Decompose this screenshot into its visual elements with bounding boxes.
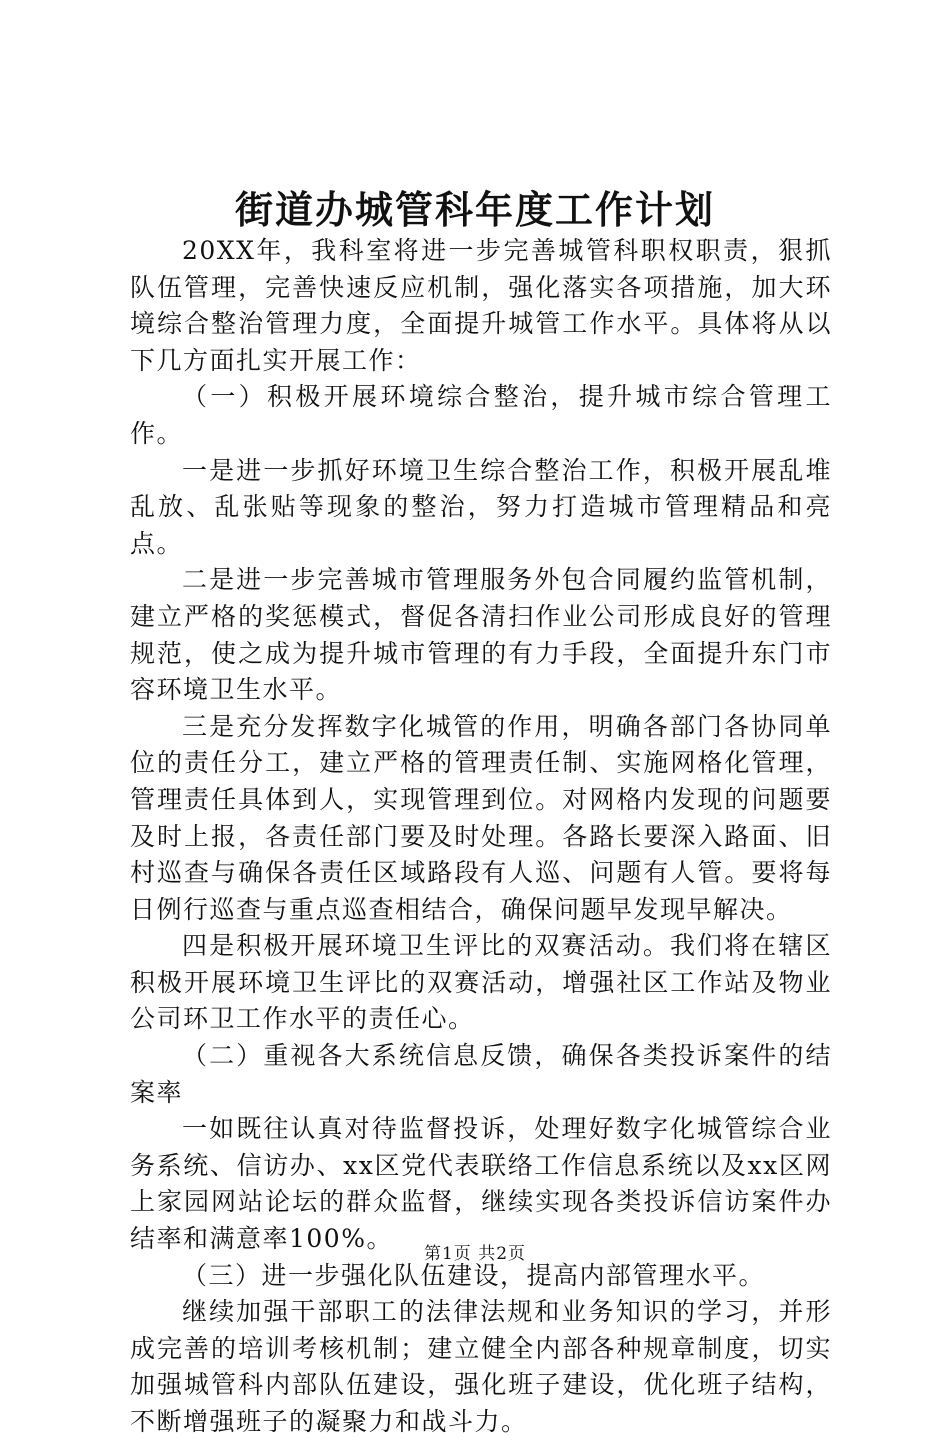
page-number: 第1页 共2页 <box>423 1244 527 1264</box>
paragraph-item-4: 四是积极开展环境卫生评比的双赛活动。我们将在辖区积极开展环境卫生评比的双赛活动，增强社区工作站及物业公司环卫工作水平的责任心。 <box>130 931 832 1034</box>
section-heading-2: （二）重视各大系统信息反馈，确保各类投诉案件的结案率 <box>130 1041 832 1107</box>
paragraph-complaints: 一如既往认真对待监督投诉，处理好数字化城管综合业务系统、信访办、xx区党代表联络工作信息系统以及xx区网上家园网站论坛的群众监督，继续实现各类投诉信访案件办结率和满意率100%。 <box>130 1114 832 1254</box>
document-title: 街道办城管科年度工作计划 <box>234 187 715 232</box>
paragraph-team-building: 继续加强干部职工的法律法规和业务知识的学习，并形成完善的培训考核机制；建立健全内部各种规章制度，切实加强城管科内部队伍建设，强化班子建设，优化班子结构，不断增强班子的凝聚力和战斗力。 <box>130 1297 832 1436</box>
paragraph-item-3: 三是充分发挥数字化城管的作用，明确各部门各协同单位的责任分工，建立严格的管理责任制、实施网格化管理，管理责任具体到人，实现管理到位。对网格内发现的问题要及时上报，各责任部门要及时处理。各路长要深入路面、旧村巡查与确保各责任区域路段有人巡、问题有人管。要将每日例行巡查与重点巡查相结合，确保问题早发现早解决。 <box>130 711 832 924</box>
paragraph-item-2: 二是进一步完善城市管理服务外包合同履约监管机制，建立严格的奖惩模式，督促各清扫作业公司形成良好的管理规范，使之成为提升城市管理的有力手段，全面提升东门市容环境卫生水平。 <box>130 565 832 705</box>
paragraph-intro: 20XX年，我科室将进一步完善城管科职权职责，狠抓队伍管理，完善快速反应机制，强化落实各项措施，加大环境综合整治管理力度，全面提升城管工作水平。具体将从以下几方面扎实开展工作： <box>130 236 832 375</box>
section-heading-1: （一）积极开展环境综合整治，提升城市综合管理工作。 <box>130 382 832 448</box>
section-heading-3: （三）进一步强化队伍建设，提高内部管理水平。 <box>182 1260 766 1290</box>
paragraph-item-1: 一是进一步抓好环境卫生综合整治工作，积极开展乱堆乱放、乱张贴等现象的整治，努力打造城市管理精品和亮点。 <box>130 455 832 558</box>
